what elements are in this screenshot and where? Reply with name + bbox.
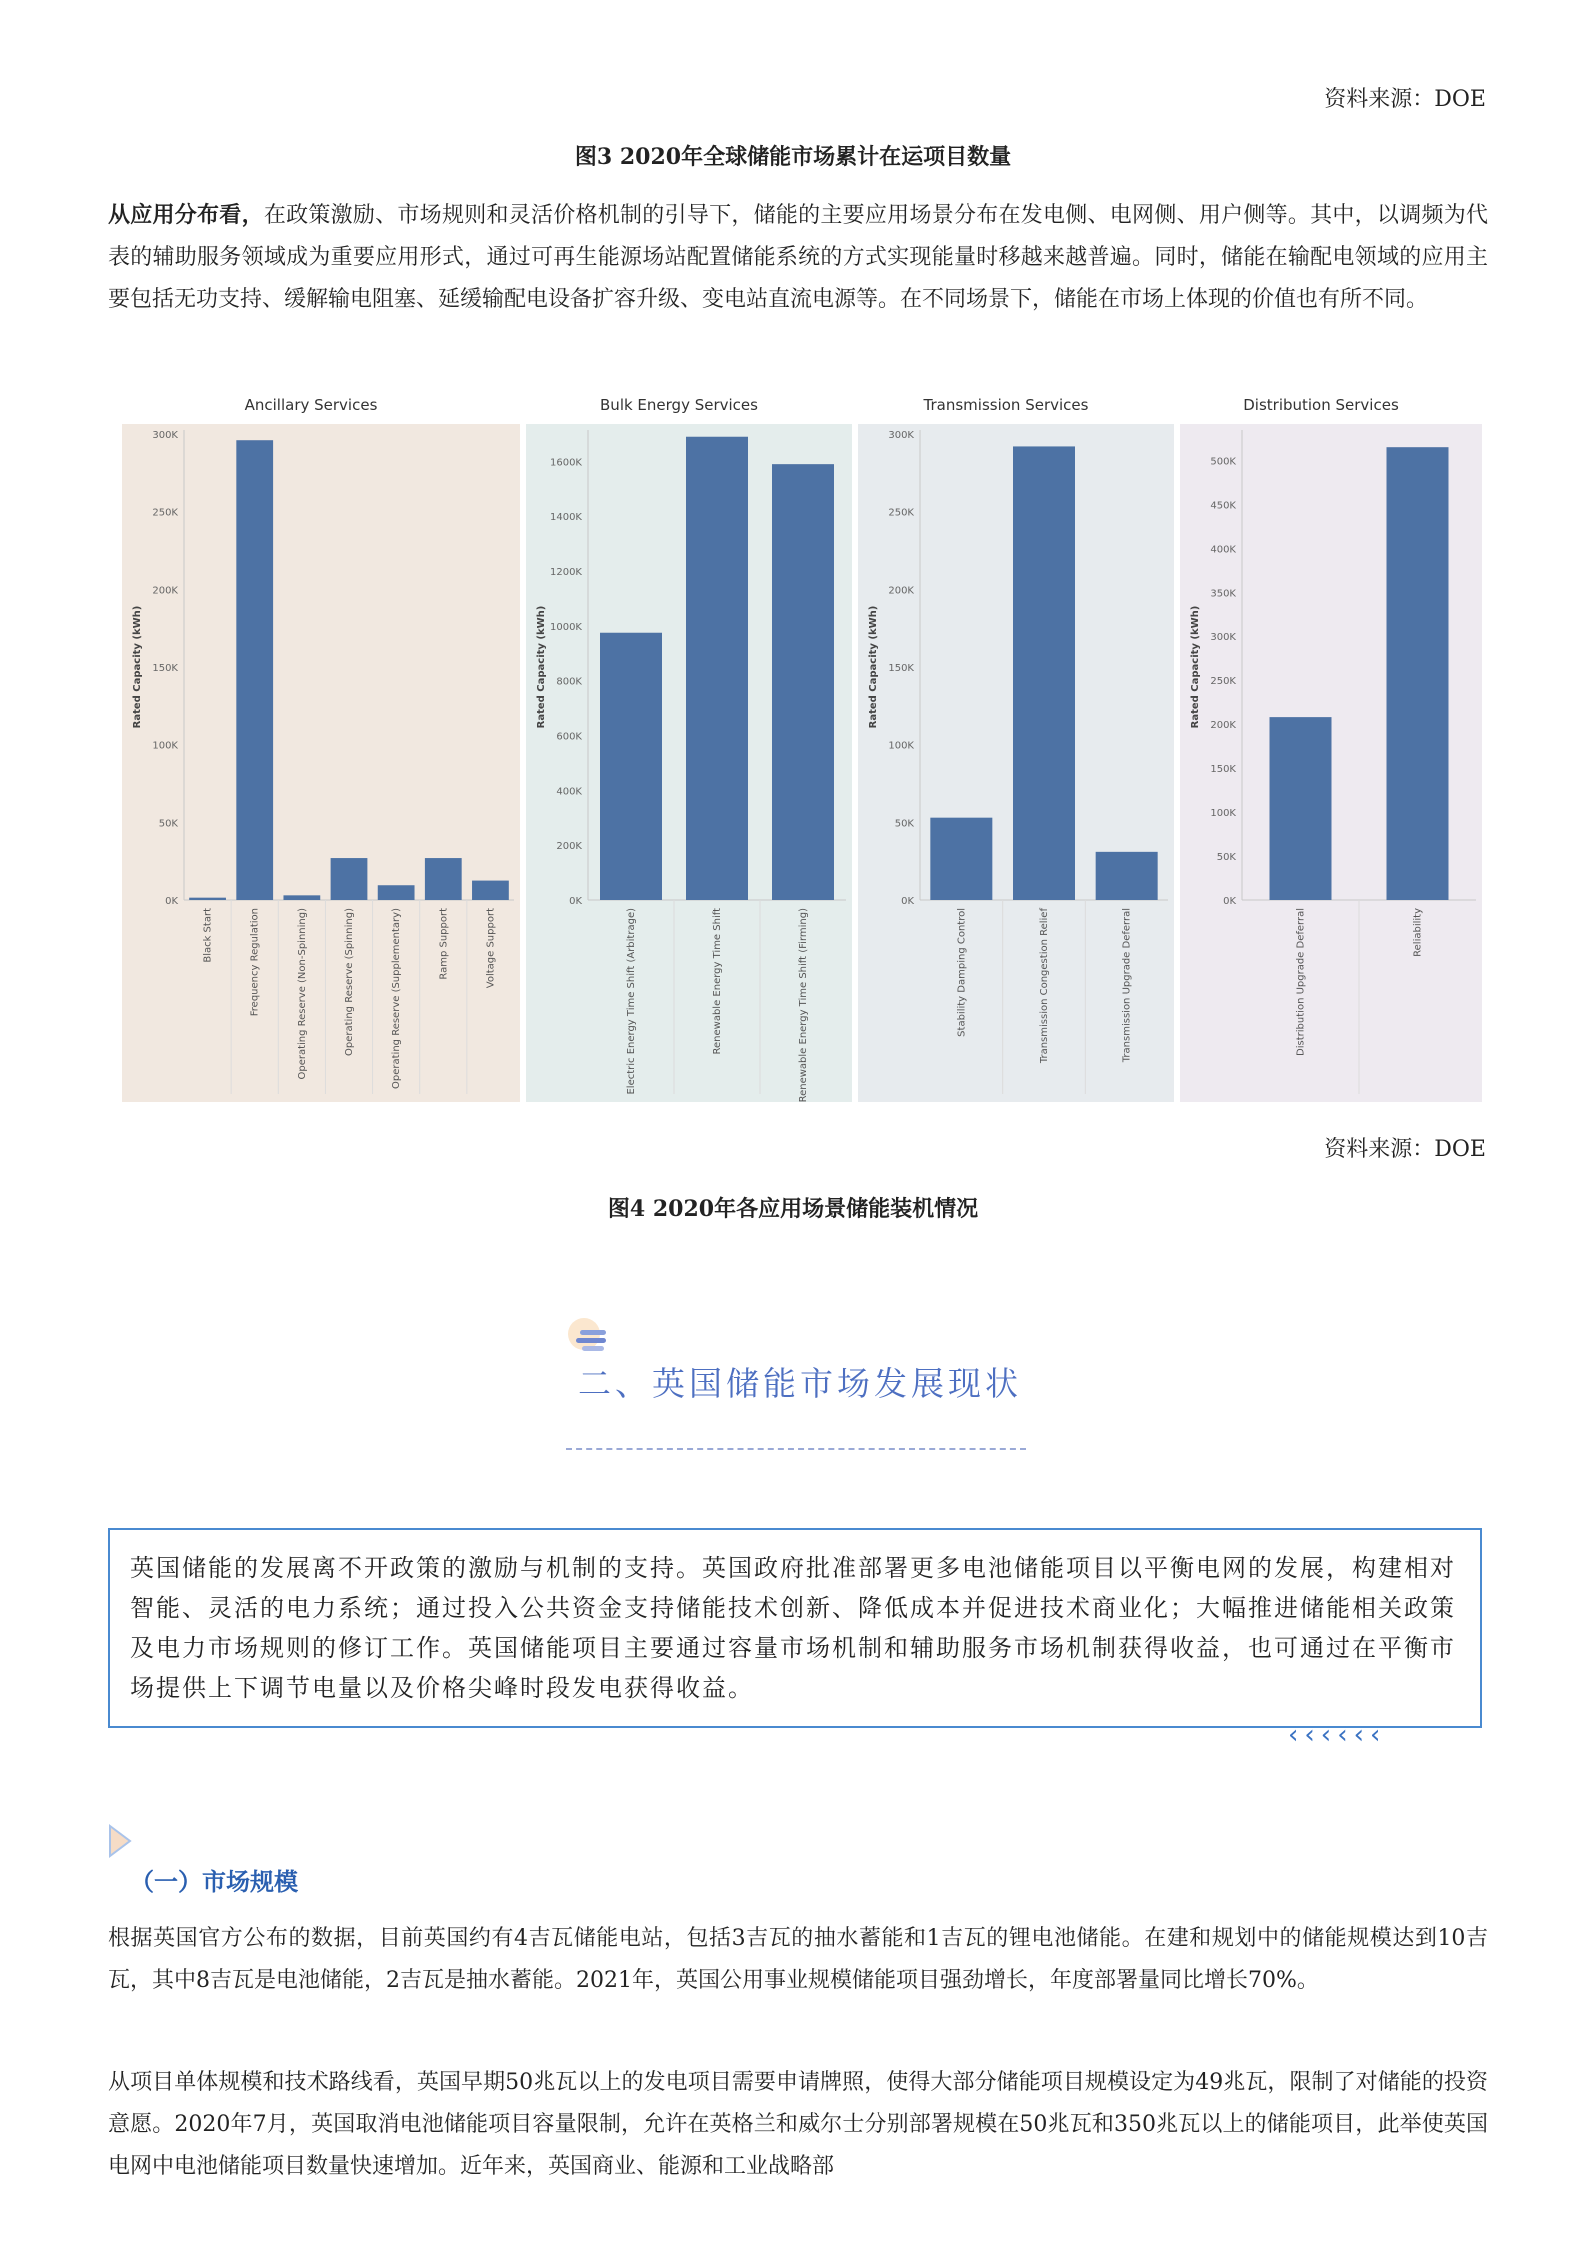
subsection-arrow-icon: [108, 1824, 134, 1862]
y-tick-label: 100K: [152, 740, 178, 752]
y-tick-label: 200K: [1210, 720, 1236, 732]
y-tick-label: 400K: [556, 786, 582, 798]
y-tick-label: 100K: [1210, 808, 1236, 820]
figure-3-caption: 图3 2020年全球储能市场累计在运项目数量: [574, 144, 1012, 170]
bar: [600, 633, 662, 900]
x-tick-label: Renewable Energy Time Shift: [712, 908, 723, 1055]
y-tick-label: 300K: [1210, 632, 1236, 644]
chevron-decoration-icon: ‹‹‹‹‹‹: [1288, 1720, 1387, 1750]
y-tick-label: 350K: [1210, 588, 1236, 600]
chart-panel-background: [122, 424, 520, 1102]
y-tick-label: 0K: [165, 896, 178, 907]
x-tick-label: Transmission Congestion Relief: [1039, 908, 1050, 1064]
y-axis-label: Rated Capacity (kWh): [1190, 605, 1201, 729]
chart-title: Bulk Energy Services: [600, 396, 758, 414]
paragraph-project-scale: 从项目单体规模和技术路线看，英国早期50兆瓦以上的发电项目需要申请牌照，使得大部分储能项目规模设定为49兆瓦，限制了对储能的投资意愿。2020年7月，英国取消电池储能项目容量限制，允许在英格兰和威尔士分别部署规模在50兆瓦和350兆瓦以上的储能项目，此举使英国电网中电池储能项目数量快速增加。近年来，英国商业、能源和工业战略部: [108, 2070, 1488, 2179]
source-note-mid: 资料来源：DOE: [1324, 1137, 1486, 1162]
y-tick-label: 450K: [1210, 500, 1236, 512]
chart-title: Ancillary Services: [244, 396, 378, 414]
section-divider: [566, 1448, 1026, 1450]
y-axis-label: Rated Capacity (kWh): [868, 605, 879, 729]
y-tick-label: 500K: [1210, 456, 1236, 468]
x-tick-label: Black Start: [202, 908, 214, 963]
chart-title: Distribution Services: [1243, 396, 1399, 414]
x-tick-label: Transmission Upgrade Deferral: [1121, 908, 1133, 1063]
y-tick-label: 1600K: [549, 457, 582, 469]
chart-panel-3: [1180, 396, 1482, 1102]
paragraph-body: 在政策激励、市场规则和灵活价格机制的引导下，储能的主要应用场景分布在发电侧、电网侧、用户侧等。其中，以调频为代表的辅助服务领域成为重要应用形式，通过可再生能源场站配置储能系统的方式实现能量时移越来越普遍。同时，储能在输配电领域的应用主要包括无功支持、缓解输电阻塞、延缓输配电设备扩容升级、变电站直流电源等。在不同场景下，储能在市场上体现的价值也有所不同。: [108, 203, 1488, 312]
y-tick-label: 150K: [152, 663, 178, 674]
x-tick-label: Renewable Energy Time Shift (Firming): [798, 908, 809, 1103]
bar: [472, 881, 509, 900]
y-tick-label: 250K: [888, 507, 914, 519]
x-tick-label: Stability Damping Control: [956, 908, 968, 1037]
bar: [331, 858, 368, 900]
x-tick-label: Reliability: [1412, 908, 1424, 957]
y-tick-label: 200K: [888, 585, 914, 597]
bar: [283, 895, 320, 900]
bar: [378, 885, 415, 900]
chart-title: Transmission Services: [923, 396, 1089, 414]
x-tick-label: Electric Energy Time Shift (Arbitrage): [626, 908, 637, 1095]
bar: [1387, 447, 1449, 900]
y-tick-label: 50K: [894, 818, 914, 830]
y-tick-label: 0K: [569, 896, 582, 907]
y-tick-label: 200K: [152, 585, 178, 597]
y-tick-label: 300K: [888, 430, 914, 441]
y-tick-label: 150K: [1210, 764, 1236, 776]
bar: [1270, 717, 1332, 900]
bar: [686, 437, 748, 900]
y-tick-label: 250K: [1210, 676, 1236, 688]
x-tick-label: Operating Reserve (Supplementary): [391, 908, 403, 1089]
bar: [236, 440, 273, 900]
y-axis-label: Rated Capacity (kWh): [536, 605, 547, 729]
chart-panel-2: [858, 396, 1174, 1102]
x-tick-label: Frequency Regulation: [249, 908, 261, 1017]
chart-panel-0: [122, 396, 520, 1102]
figure-4-caption: 图4 2020年各应用场景储能装机情况: [607, 1196, 979, 1222]
y-tick-label: 50K: [1216, 852, 1236, 864]
paragraph-lead: 从应用分布看，: [108, 202, 264, 228]
section-title: 二、英国储能市场发展现状: [578, 1364, 1022, 1403]
chart-panel-1: [526, 396, 852, 1102]
x-tick-label: Operating Reserve (Non-Spinning): [296, 908, 308, 1080]
y-tick-label: 0K: [1223, 896, 1236, 907]
x-tick-label: Operating Reserve (Spinning): [344, 908, 355, 1056]
paragraph-application-distribution: [108, 194, 1488, 321]
y-tick-label: 800K: [556, 676, 582, 688]
charts-svg: [108, 390, 1488, 1110]
bar: [772, 464, 834, 900]
y-tick-label: 1000K: [549, 621, 582, 633]
y-tick-label: 1400K: [549, 512, 582, 524]
bar: [425, 858, 462, 900]
paragraph-market-scale: 根据英国官方公布的数据，目前英国约有4吉瓦储能电站，包括3吉瓦的抽水蓄能和1吉瓦的锂电池储能。在建和规划中的储能规模达到10吉瓦，其中8吉瓦是电池储能，2吉瓦是抽水蓄能。2021年，英国公用事业规模储能项目强劲增长，年度部署量同比增长70%。: [108, 1926, 1488, 1993]
subsection-title: （一）市场规模: [130, 1867, 298, 1896]
x-tick-label: Voltage Support: [485, 908, 497, 989]
x-tick-label: Ramp Support: [438, 908, 450, 980]
bar: [189, 898, 226, 900]
x-tick-label: Distribution Upgrade Deferral: [1295, 908, 1307, 1056]
y-tick-label: 150K: [888, 663, 914, 674]
y-tick-label: 400K: [1210, 544, 1236, 556]
summary-box: [108, 1528, 1482, 1728]
y-tick-label: 200K: [556, 841, 582, 853]
y-tick-label: 50K: [158, 818, 178, 830]
figure-4-charts: [108, 390, 1488, 1110]
source-note-top: 资料来源：DOE: [1324, 87, 1486, 112]
bar: [1096, 852, 1158, 900]
bar: [1013, 446, 1075, 900]
bar: [930, 818, 992, 900]
y-tick-label: 100K: [888, 740, 914, 752]
summary-text: 英国储能的发展离不开政策的激励与机制的支持。英国政府批准部署更多电池储能项目以平衡电网的发展，构建相对智能、灵活的电力系统；通过投入公共资金支持储能技术创新、降低成本并促进技术商业化；大幅推进储能相关政策及电力市场规则的修订工作。英国储能项目主要通过容量市场机制和辅助服务市场机制获得收益，也可通过在平衡市场提供上下调节电量以及价格尖峰时段发电获得收益。: [130, 1554, 1456, 1702]
y-axis-label: Rated Capacity (kWh): [132, 605, 143, 729]
y-tick-label: 0K: [901, 896, 914, 907]
y-tick-label: 600K: [556, 731, 582, 743]
y-tick-label: 250K: [152, 507, 178, 519]
y-tick-label: 1200K: [549, 567, 582, 579]
y-tick-label: 300K: [152, 430, 178, 441]
